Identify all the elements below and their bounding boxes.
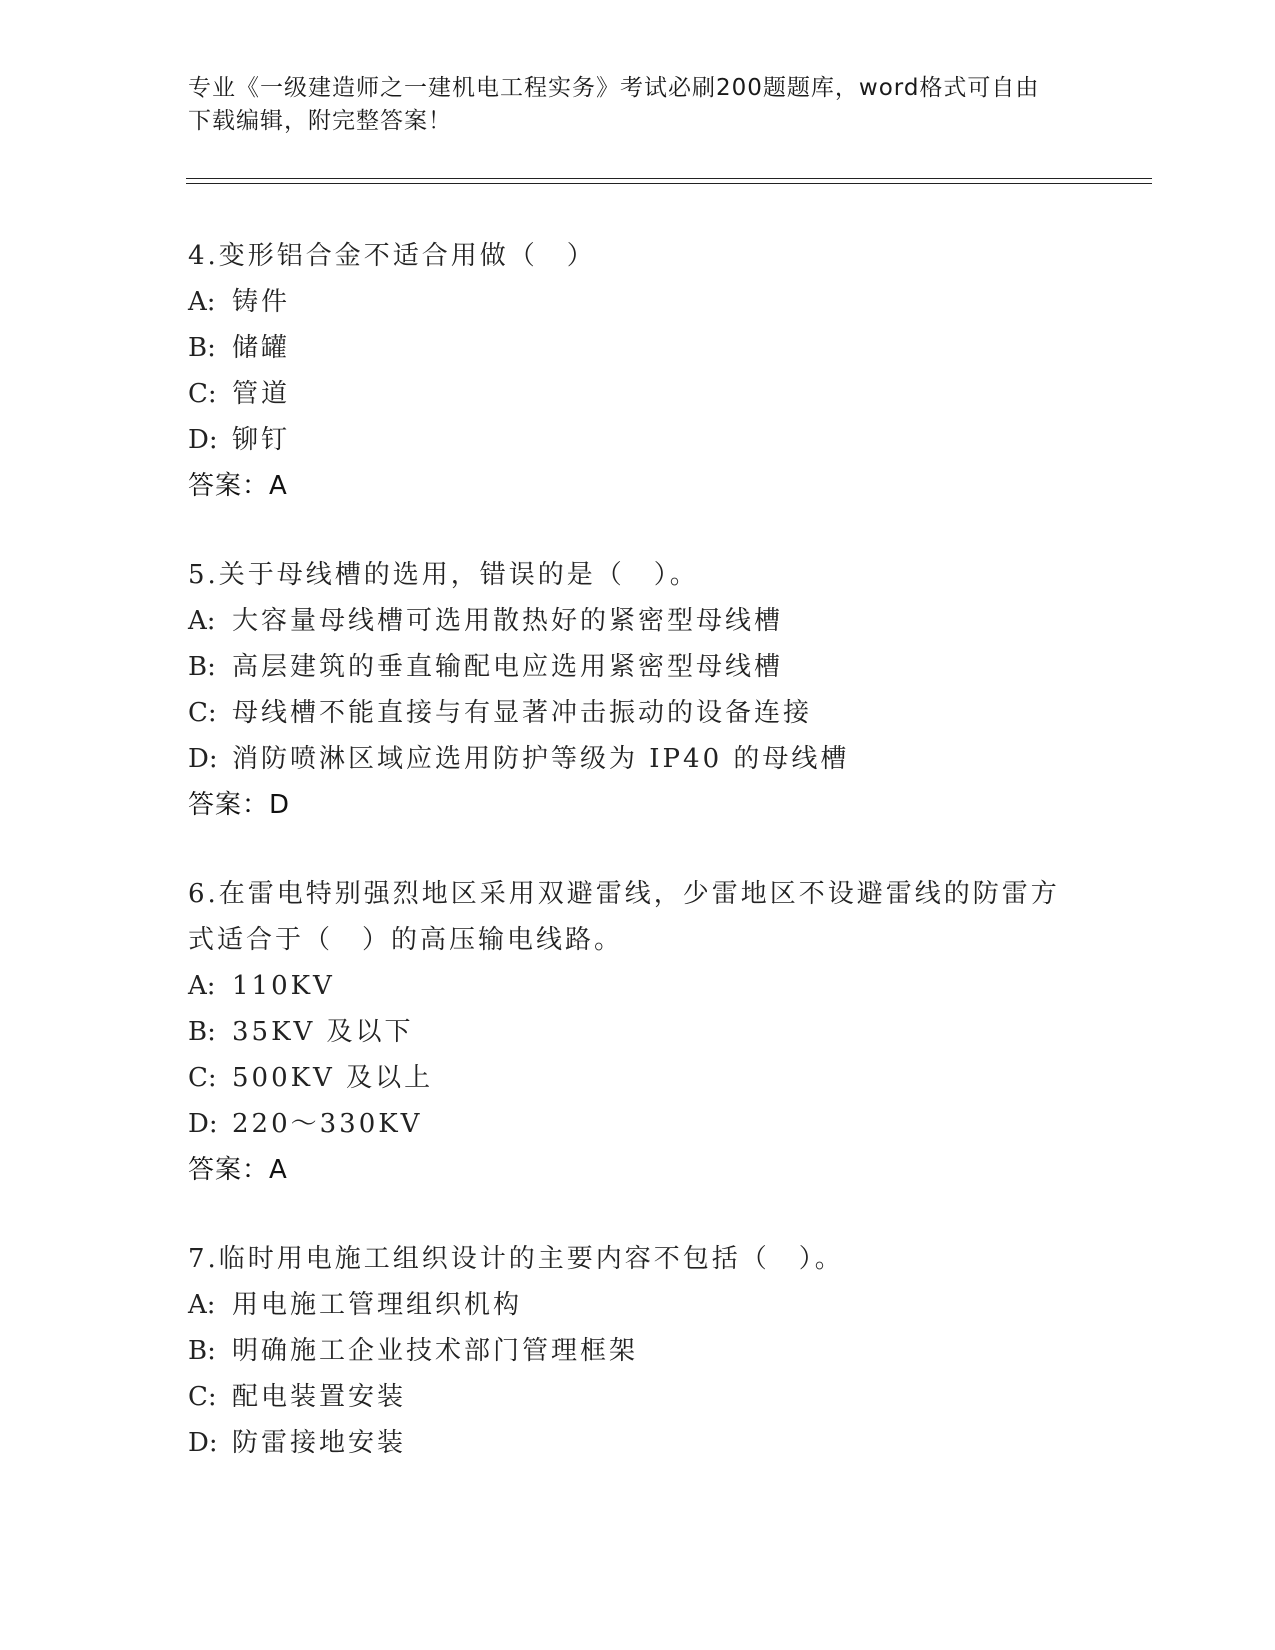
option-b (188, 644, 1088, 690)
question-5 (188, 552, 1088, 828)
header-line-1: 专业《一级建造师之一建机电工程实务》考试必刷200题题库，word格式可自由 (188, 75, 1040, 101)
answer: 答案：A (188, 471, 288, 501)
option-key: D: (188, 744, 218, 774)
option-key: A: (188, 606, 216, 636)
option-text: 消防喷淋区域应选用防护等级为 IP40 的母线槽 (232, 744, 850, 774)
option-key: A: (188, 971, 216, 1001)
answer: 答案：A (188, 1155, 288, 1185)
option-text: 用电施工管理组织机构 (232, 1290, 523, 1320)
option-key: D: (188, 1109, 218, 1139)
option-c (188, 1374, 1088, 1420)
question-6 (188, 871, 1088, 1193)
option-b (188, 1328, 1088, 1374)
option-key: C: (188, 1382, 217, 1412)
option-key: C: (188, 1063, 217, 1093)
option-d (188, 1420, 1088, 1466)
option-d (188, 417, 1088, 463)
header-divider-top (186, 178, 1152, 179)
option-key: B: (188, 652, 216, 682)
option-text: 防雷接地安装 (232, 1428, 407, 1458)
option-text: 500KV 及以上 (232, 1063, 434, 1093)
option-key: C: (188, 379, 217, 409)
option-a (188, 1282, 1088, 1328)
option-d (188, 736, 1088, 782)
option-text: 明确施工企业技术部门管理框架 (232, 1336, 639, 1366)
answer: 答案：D (188, 790, 291, 820)
question-stem-line-1: 6.在雷电特别强烈地区采用双避雷线，少雷地区不设避雷线的防雷方 (188, 879, 1060, 909)
option-text: 管道 (232, 379, 291, 409)
question-stem: 4.变形铝合金不适合用做（ ） (188, 241, 596, 271)
option-text: 铸件 (232, 287, 291, 317)
question-4 (188, 233, 1088, 509)
option-c (188, 371, 1088, 417)
option-text: 110KV (232, 971, 335, 1001)
option-c (188, 690, 1088, 736)
option-key: A: (188, 287, 216, 317)
question-stem-line-2: 式适合于（ ）的高压输电线路。 (188, 925, 624, 955)
option-a (188, 963, 1088, 1009)
option-a (188, 598, 1088, 644)
option-d (188, 1101, 1088, 1147)
option-key: C: (188, 698, 217, 728)
option-text: 铆钉 (232, 425, 291, 455)
header-divider-bottom (186, 183, 1152, 184)
header-line-2: 下载编辑，附完整答案！ (188, 108, 452, 134)
option-key: B: (188, 1017, 216, 1047)
option-b (188, 325, 1088, 371)
option-text: 配电装置安装 (232, 1382, 407, 1412)
option-key: D: (188, 1428, 218, 1458)
question-stem: 5.关于母线槽的选用，错误的是（ ）。 (188, 560, 699, 590)
option-key: D: (188, 425, 218, 455)
option-text: 储罐 (232, 333, 291, 363)
question-7 (188, 1236, 1088, 1466)
option-text: 高层建筑的垂直输配电应选用紧密型母线槽 (232, 652, 784, 682)
option-text: 35KV 及以下 (232, 1017, 414, 1047)
question-stem: 7.临时用电施工组织设计的主要内容不包括（ ）。 (188, 1244, 844, 1274)
document-header (188, 72, 1088, 138)
option-c (188, 1055, 1088, 1101)
option-key: B: (188, 1336, 216, 1366)
option-text: 大容量母线槽可选用散热好的紧密型母线槽 (232, 606, 784, 636)
option-text: 母线槽不能直接与有显著冲击振动的设备连接 (232, 698, 813, 728)
option-b (188, 1009, 1088, 1055)
option-text: 220～330KV (232, 1109, 423, 1139)
option-key: A: (188, 1290, 216, 1320)
option-a (188, 279, 1088, 325)
option-key: B: (188, 333, 216, 363)
